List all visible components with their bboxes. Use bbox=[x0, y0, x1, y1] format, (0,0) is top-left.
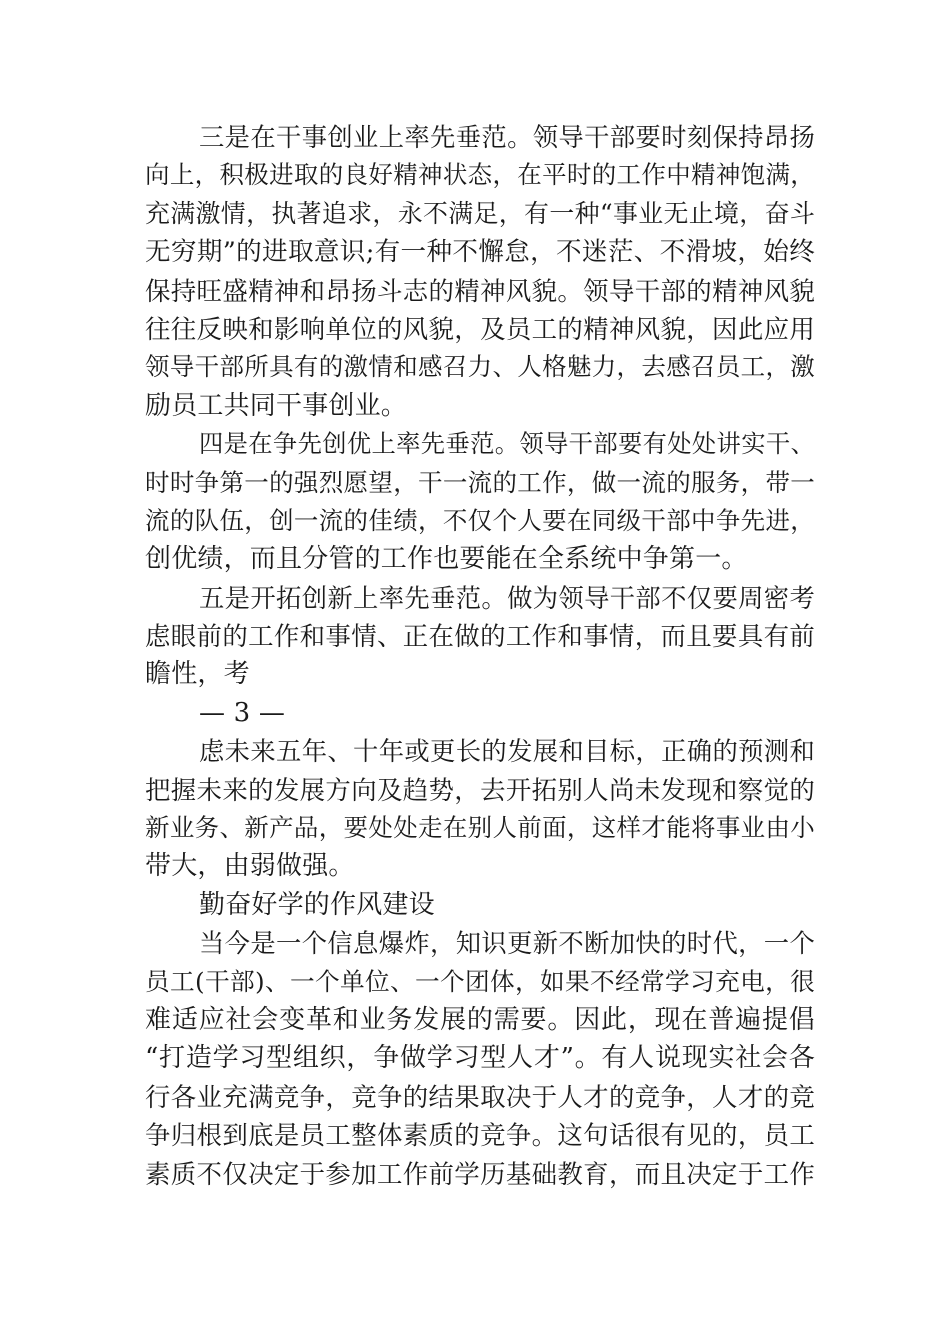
text-line: 虑眼前的工作和事情、正在做的工作和事情，而且要具有前 bbox=[145, 621, 815, 652]
text-line: 励员工共同干事创业。 bbox=[145, 390, 408, 421]
text-line: 流的队伍，创一流的佳绩，不仅个人要在同级干部中争先进， bbox=[145, 505, 815, 535]
text-line: 素质不仅决定于参加工作前学历基础教育，而且决定于工作 bbox=[145, 1158, 815, 1189]
text-line: 创优绩，而且分管的工作也要能在全系统中争第一。 bbox=[145, 544, 748, 575]
text-line: 三是在干事创业上率先垂范。领导干部要时刻保持昂扬 bbox=[199, 122, 815, 152]
text-line: 勤奋好学的作风建设 bbox=[199, 889, 435, 920]
text-line: 瞻性，考 bbox=[145, 659, 250, 690]
text-line: 向上，积极进取的良好精神状态，在平时的工作中精神饱满， bbox=[145, 160, 815, 190]
text-line: 往往反映和影响单位的风貌，及员工的精神风貌，因此应用 bbox=[145, 313, 815, 344]
text-line: 把握未来的发展方向及趋势，去开拓别人尚未发现和察觉的 bbox=[145, 774, 815, 805]
text-line: 当今是一个信息爆炸，知识更新不断加快的时代，一个 bbox=[199, 928, 815, 959]
text-line: 无穷期”的进取意识;有一种不懈怠，不迷茫、不滑坡，始终 bbox=[145, 237, 815, 268]
text-line: 虑未来五年、十年或更长的发展和目标，正确的预测和 bbox=[199, 736, 815, 767]
text-line: 新业务、新产品，要处处走在别人前面，这样才能将事业由小 bbox=[145, 813, 815, 843]
text-line: 难适应社会变革和业务发展的需要。因此，现在普遍提倡 bbox=[145, 1004, 815, 1035]
text-line: 充满激情，执著追求，永不满足，有一种“事业无止境，奋斗 bbox=[145, 198, 815, 228]
text-line: 领导干部所具有的激情和感召力、人格魅力，去感召员工，激 bbox=[145, 352, 815, 382]
text-line: 员工(干部)、一个单位、一个团体，如果不经常学习充电，很 bbox=[145, 966, 815, 996]
text-line: 争归根到底是员工整体素质的竞争。这句话很有见的，员工 bbox=[145, 1120, 815, 1151]
text-line: 带大，由弱做强。 bbox=[145, 851, 355, 882]
text-line: 四是在争先创优上率先垂范。领导干部要有处处讲实干、 bbox=[199, 429, 815, 459]
text-line: 五是开拓创新上率先垂范。做为领导干部不仅要周密考 bbox=[199, 582, 815, 613]
text-line: “打造学习型组织，争做学习型人才”。有人说现实社会各 bbox=[145, 1043, 815, 1074]
text-line: 时时争第一的强烈愿望，干一流的工作，做一流的服务，带一 bbox=[145, 467, 815, 497]
page-number: — 3 — bbox=[199, 697, 286, 728]
text-line: 行各业充满竞争，竞争的结果取决于人才的竞争，人才的竞 bbox=[145, 1081, 815, 1112]
text-line: 保持旺盛精神和昂扬斗志的精神风貌。领导干部的精神风貌 bbox=[145, 275, 815, 306]
document-page bbox=[145, 118, 815, 1193]
